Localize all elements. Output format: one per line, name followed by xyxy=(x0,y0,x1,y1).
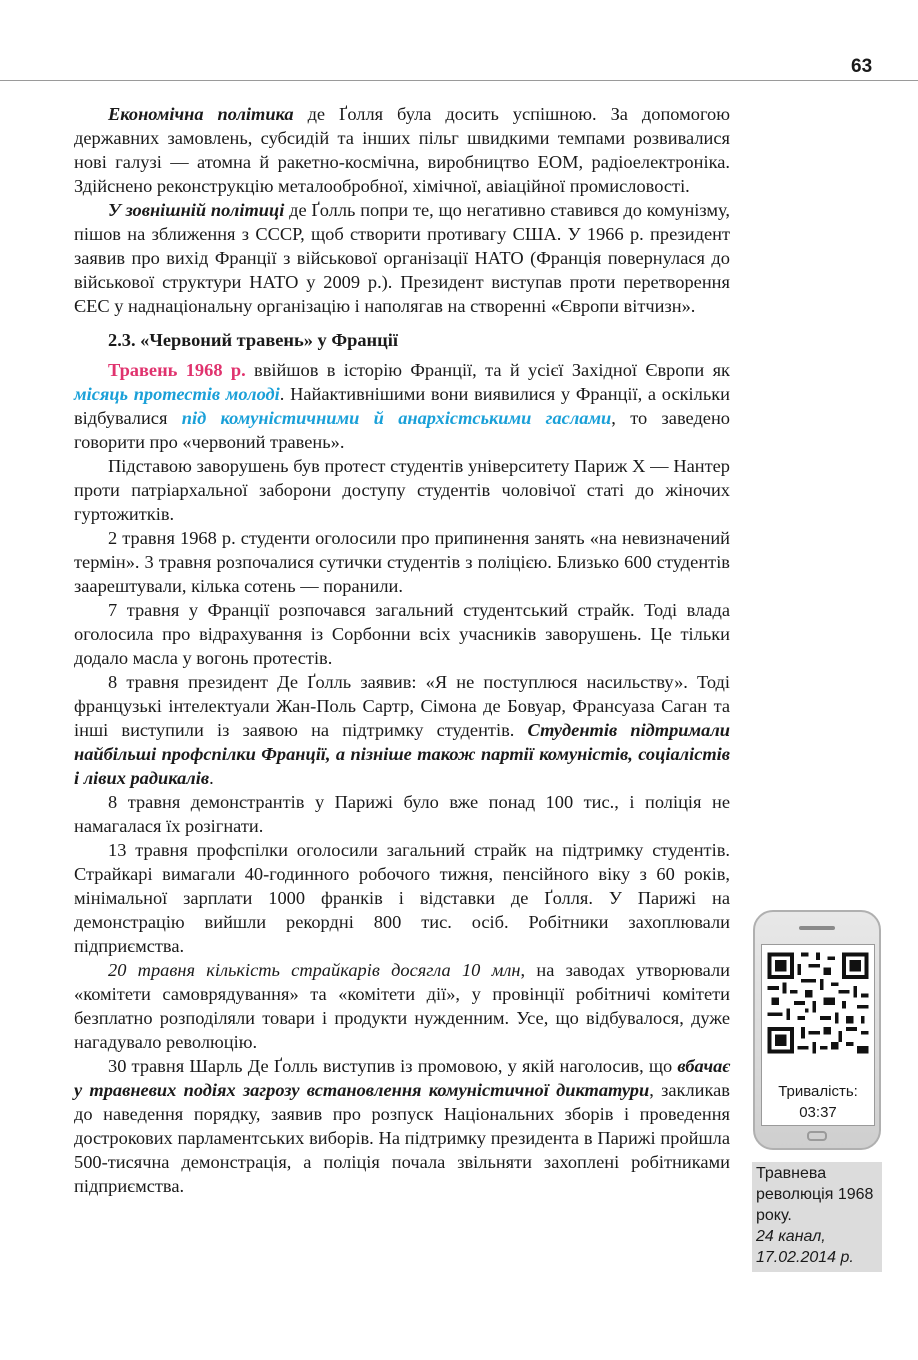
paragraph-foreign-policy xyxy=(74,198,730,318)
paragraph-text: де Ґолля була досить успішною. За допомогою державних замовлень, субсидій та інших пільг швидкими темпами розвивалися нові галузі — атомна й ракетно-космічна, виробництво ЕОМ, радіоелектроніка. Здійснено реконструкцію металообробної, хімічної, авіаційної промисловості. xyxy=(74,104,730,196)
video-duration xyxy=(762,1081,874,1123)
phone-illustration xyxy=(753,910,881,1150)
paragraph-text: . Найактивнішими вони виявилися у Франції, а оскільки відбувалися xyxy=(74,384,731,428)
paragraph-may-20 xyxy=(74,958,730,1054)
paragraph-may-1968 xyxy=(74,358,730,454)
paragraph-economic-policy xyxy=(74,102,730,198)
paragraph-text: , то заведено говорити про «червоний травень». xyxy=(74,408,730,452)
phone-speaker xyxy=(799,926,835,930)
highlight-term: місяць протестів молоді xyxy=(74,384,280,404)
page-number: 63 xyxy=(851,56,873,77)
paragraph-may-8-demonstrators: 8 травня демонстрантів у Парижі було вже понад 100 тис., і поліція не намагалася їх розігнати. xyxy=(74,792,730,836)
paragraph-text: . xyxy=(209,768,214,788)
highlight-date: Травень 1968 р. xyxy=(108,360,246,380)
highlight-term: під комуністичними й анархістськими гаслами xyxy=(181,408,612,428)
paragraph-text: 8 травня президент Де Ґолль заявив: «Я не поступлюся насильству». Тоді французькі інтелектуали Жан-Поль Сартр, Сімона де Бовуар, Франсуаза Саган та інші виступили із заявою на підтримку студентів. xyxy=(74,672,730,740)
paragraph-may-7: 7 травня у Франції розпочався загальний студентський страйк. Тоді влада оголосила про відрахування із Сорбонни всіх учасників заворушень. Це тільки додало масла у вогонь протестів. xyxy=(74,600,730,668)
paragraph-cause: Підставою заворушень був протест студентів університету Париж X — Нантер проти патріархальної заборони доступу студентів чоловічої статі до жіночих гуртожитків. xyxy=(74,456,730,524)
bold-lead: У зовнішній політиці xyxy=(108,200,285,220)
caption-source: 24 канал, 17.02.2014 р. xyxy=(756,1228,854,1266)
paragraph-may-2: 2 травня 1968 р. студенти оголосили про припинення занять «на невизначений термін». 3 травня розпочалися сутички студентів з поліцією. Близько 600 студентів заарештували, кілька сотень — поранили. xyxy=(74,528,730,596)
header-rule xyxy=(0,80,918,81)
section-heading: 2.3. «Червоний травень» у Франції xyxy=(108,330,398,350)
caption-title: Травнева революція 1968 року. xyxy=(756,1165,874,1224)
italic-emphasis: 20 травня кількість страйкарів досягла 10 млн xyxy=(108,960,521,980)
paragraph-text: , на заводах утворювали «комітети самоврядування» та «комітети дії», у провінції робітничі комітети безплатно розподіляли товари і продукти нужденним. Усе, що відбувалося, дуже нагадувало революцію. xyxy=(74,960,730,1052)
bold-lead: Економічна політика xyxy=(108,104,294,124)
duration-value: 03:37 xyxy=(799,1104,837,1121)
bold-italic-emphasis: вбачає у травневих подіях загрозу встановлення комуністичної диктатури xyxy=(74,1056,730,1100)
phone-screen xyxy=(761,944,875,1126)
paragraph-text: ввійшов в історію Франції, та й усієї Західної Європи як xyxy=(245,360,730,380)
duration-label: Тривалість: xyxy=(778,1083,858,1100)
paragraph-may-30 xyxy=(74,1054,730,1198)
phone-home-button xyxy=(807,1131,827,1141)
main-text xyxy=(74,102,730,1198)
paragraph-text: 30 травня Шарль Де Ґолль виступив із промовою, у якій наголосив, що xyxy=(108,1056,678,1076)
paragraph-may-8-statement xyxy=(74,670,730,790)
paragraph-text: , закликав до наведення порядку, заявив про розпуск Національних зборів і проведення дострокових парламентських виборів. На підтримку президента в Парижі пройшла 500-тисячна демонстрація, а поліція почала звільняти захоплені робітниками підприємства. xyxy=(74,1080,730,1196)
qr-code-icon[interactable] xyxy=(764,949,872,1057)
bold-italic-emphasis: Студентів підтримали найбільші профспілки Франції, а пізніше також партії комуністів, соціалістів і лівих радикалів xyxy=(74,720,730,788)
paragraph-may-13: 13 травня профспілки оголосили загальний страйк на підтримку студентів. Страйкарі вимагали 40-годинного робочого тижня, пенсійного віку з 60 років, мінімальної зарплати 1000 франків і відставки де Ґолля. У Парижі на демонстрацію вийшли рекордні 800 тис. осіб. Робітники захоплювали підприємства. xyxy=(74,840,730,956)
video-caption xyxy=(752,1162,882,1272)
paragraph-text: де Ґолль попри те, що негативно ставився до комунізму, пішов на зближення з СССР, щоб створити противагу США. У 1966 р. президент заявив про вихід Франції з військової організації НАТО (Франція повернулася до військової структури НАТО у 2009 р.). Президент виступав проти перетворення ЄЕС у наднаціональну організацію і наполягав на створенні «Європи вітчизн». xyxy=(74,200,730,316)
